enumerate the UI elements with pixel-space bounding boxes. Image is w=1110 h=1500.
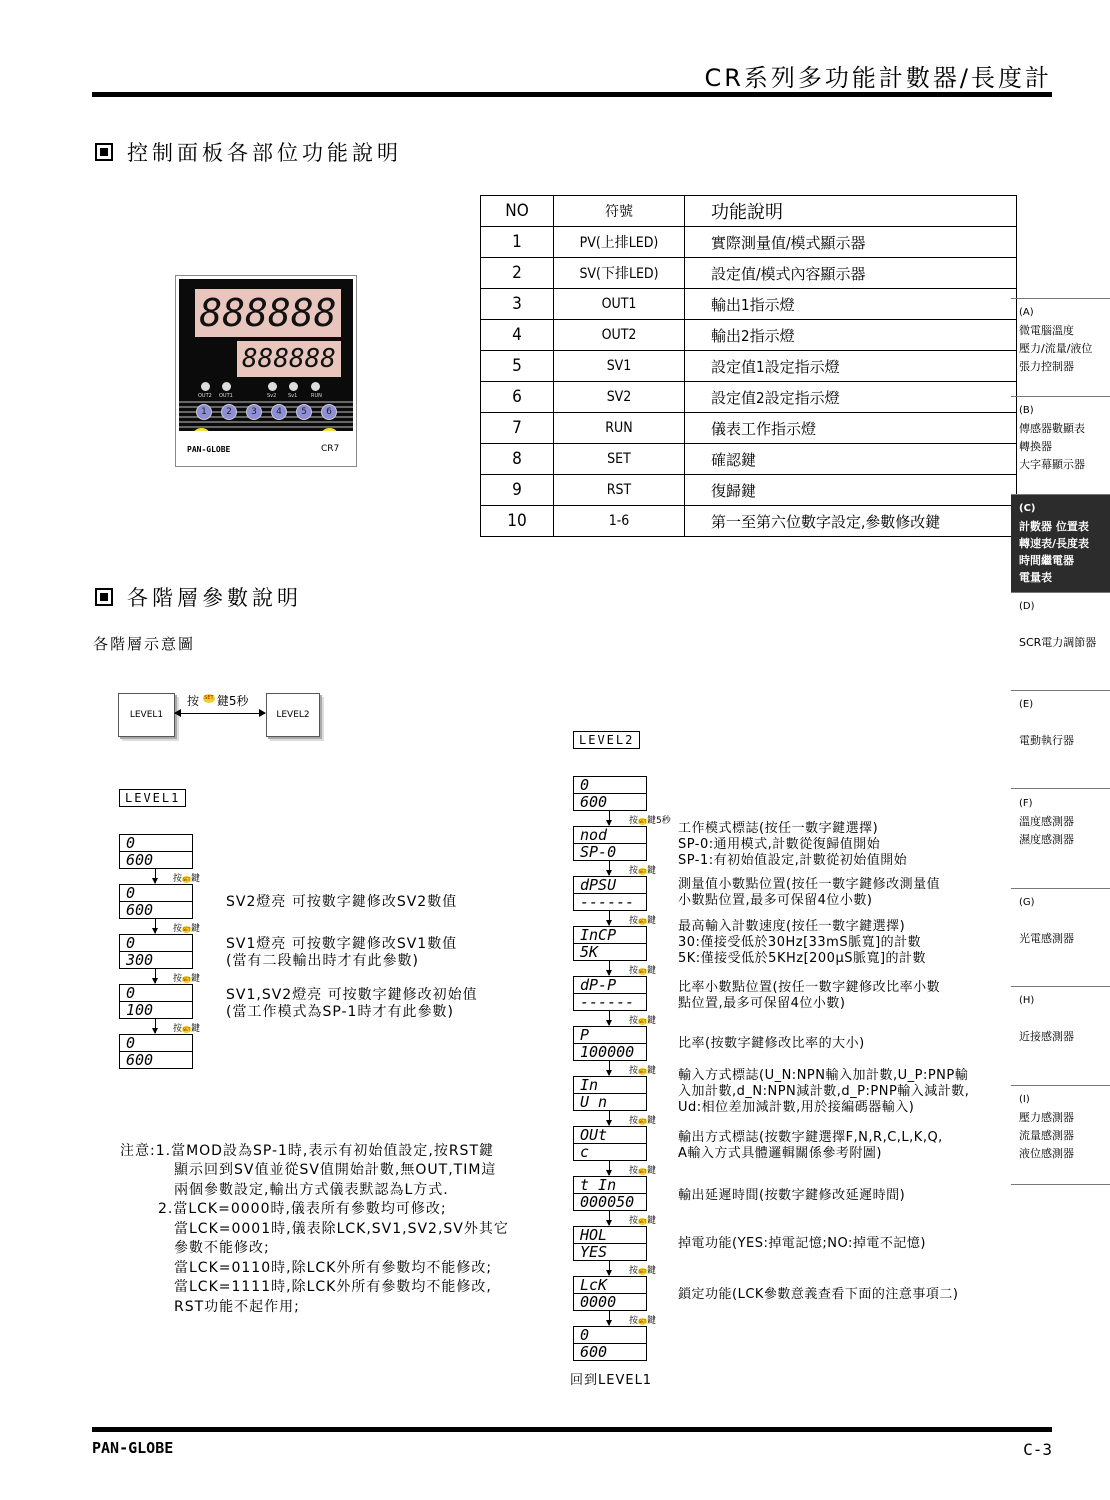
level2-desc-speed: 最高輸入計數速度(按任一數字鍵選擇) 30:僅接受低於30Hz[33mS脈寬]的計數 5K:僅接受低於5KHz[200μS脈寬]的計數 (678, 919, 927, 966)
level1-display-1: 0 600 (119, 834, 193, 869)
note-line: 兩個參數設定,輸出方式儀表默認為L方式. (174, 1182, 449, 1198)
level2-display-10: HOL YES (573, 1226, 647, 1261)
out1-led-label: OUT1 (219, 393, 233, 399)
bidirectional-arrow-icon (175, 713, 265, 714)
press-set-hint: 按SET鍵 (629, 1016, 657, 1026)
level1-display-2: 0 600 (119, 884, 193, 919)
level1-display-3: 0 300 (119, 934, 193, 969)
level2-desc-input: 輸入方式標誌(U_N:NPN輸入加計數,U_P:PNP輸 入加計數,d_N:NPN減計數,d_P:PNP輸入減計數, Ud:相位差加減計數,用於接編碼器輸入) (678, 1068, 970, 1115)
level1-display-5: 0 600 (119, 1034, 193, 1069)
level2-display-11: LcK 0000 (573, 1276, 647, 1311)
set-key-icon: SET (638, 919, 647, 924)
press-set-hint: 按SET鍵 (629, 966, 657, 976)
set-key-icon: SET (182, 1027, 191, 1032)
down-arrow-icon (155, 919, 156, 933)
cr7-device-illustration (175, 275, 357, 467)
level1-desc-initial: SV1,SV2燈亮 可按數字鍵修改初始值 (226, 987, 478, 1003)
set-key-icon: SET (638, 969, 647, 974)
sidebar-item-b[interactable]: (B) 傳感器數顯表 轉換器 大字幕顯示器 (1011, 396, 1110, 494)
level1-tag: LEVEL1 (119, 789, 186, 807)
header-rule (92, 92, 1052, 97)
back-to-level1-label: 回到LEVEL1 (570, 1373, 653, 1388)
down-arrow-icon (155, 869, 156, 883)
function-table (480, 195, 1017, 537)
set-key-icon: SET (638, 1019, 647, 1024)
set-key-icon: SET (182, 927, 191, 932)
level1-box: LEVEL1 (118, 693, 175, 737)
footer-rule (92, 1427, 1052, 1432)
square-bullet-icon (95, 143, 113, 161)
press-set-hint: 按SET鍵 (629, 1066, 657, 1076)
press-set-hint: 按SET鍵 (173, 1024, 201, 1034)
press-set-hint: 按SET鍵 (629, 1316, 657, 1326)
note-line: 注意:1.當MOD設為SP-1時,表示有初始值設定,按RST鍵 (120, 1143, 494, 1159)
level2-display-6: P 100000 (573, 1026, 647, 1061)
set-key-icon: SET (638, 1319, 647, 1324)
sidebar-item-h[interactable]: (H) 近接感測器 (1011, 986, 1110, 1085)
set-key-icon: SET (204, 695, 214, 701)
table-row: 5 SV1 設定值1設定指示燈 (481, 351, 1017, 382)
device-brand-logo: PAN-GLOBE (187, 445, 231, 454)
document-title: CR系列多功能計數器/長度計 (704, 64, 1052, 92)
sidebar-item-c[interactable]: (C) 計數器 位置表 轉速表/長度表 時間繼電器 電量表 (1011, 494, 1110, 592)
table-row: 2 SV(下排LED) 設定值/模式內容顯示器 (481, 258, 1017, 289)
level2-desc-power-off: 掉電功能(YES:掉電記憶;NO:掉電不記憶) (678, 1236, 926, 1251)
table-row: 3 OUT1 輸出1指示燈 (481, 289, 1017, 320)
sv-display: 888888 (237, 341, 341, 377)
set-key-icon: SET (182, 977, 191, 982)
press-set-hint: 按SET鍵 (629, 916, 657, 926)
out2-led-label: OUT2 (198, 393, 212, 399)
square-bullet-icon (95, 588, 113, 606)
level1-display-4: 0 100 (119, 984, 193, 1019)
note-line: 當LCK=1111時,除LCK外所有參數均不能修改, (174, 1279, 492, 1295)
note-line: 2.當LCK=0000時,儀表所有參數均可修改; (158, 1201, 447, 1217)
section-heading-levels: 各階層參數說明 (95, 582, 302, 612)
table-header-row (481, 196, 1017, 227)
level2-desc-lock: 鎖定功能(LCK參數意義查看下面的注意事項二) (678, 1287, 959, 1302)
level2-display-4: InCP 5K (573, 926, 647, 961)
level2-display-7: In U_n (573, 1076, 647, 1111)
set-key-icon: SET (638, 819, 647, 824)
press-set-hint: 按SET鍵 (173, 874, 201, 884)
down-arrow-icon (155, 1019, 156, 1033)
level2-display-9: t In 000050 (573, 1176, 647, 1211)
run-led-icon (311, 382, 320, 391)
digit-key-6[interactable]: 6 (321, 404, 337, 420)
press-set-hint: 按SET鍵 (629, 866, 657, 876)
level1-desc-sv1: SV1燈亮 可按數字鍵修改SV1數值 (226, 936, 458, 952)
sv1-led-label: Sv1 (288, 393, 298, 399)
sidebar-item-i[interactable]: (I) 壓力感測器 流量感測器 液位感測器 (1011, 1085, 1110, 1185)
press-set-hint: 按SET鍵 (173, 924, 201, 934)
table-header-symbol: 符號 (554, 196, 685, 227)
press-set-hint: 按SET鍵 (629, 1166, 657, 1176)
set-key-icon: SET (182, 877, 191, 882)
level-switch-instruction: 按 SET 鍵5秒 (187, 694, 249, 708)
level1-desc-sv1-note: (當有二段輸出時才有此參數) (226, 953, 419, 969)
level2-desc-ratio-decimal: 比率小數點位置(按任一數字鍵修改比率小數 點位置,最多可保留4位小數) (678, 980, 941, 1011)
level2-tag: LEVEL2 (573, 731, 640, 749)
press-set-hint: 按SET鍵 (629, 1116, 657, 1126)
set-key-icon: SET (638, 1219, 647, 1224)
section-heading-panel: 控制面板各部位功能說明 (95, 137, 402, 167)
device-model: CR7 (321, 444, 340, 454)
set-key-icon: SET (638, 1069, 647, 1074)
press-set-hint: 按SET鍵5秒 (629, 816, 671, 826)
sidebar-item-a[interactable]: (A) 微電腦溫度 壓力/流量/液位 張力控制器 (1011, 298, 1110, 396)
level2-display-1: 0 600 (573, 776, 647, 811)
digit-key-4[interactable]: 4 (271, 404, 287, 420)
note-line: 參數不能修改; (174, 1240, 270, 1256)
press-set-hint: 按SET鍵 (173, 974, 201, 984)
table-row: 9 RST 復歸鍵 (481, 475, 1017, 506)
table-row: 6 SV2 設定值2設定指示燈 (481, 382, 1017, 413)
run-led-label: RUN (311, 393, 322, 399)
sidebar-item-g[interactable]: (G) 光電感測器 (1011, 888, 1110, 986)
digit-key-1[interactable]: 1 (196, 404, 212, 420)
page-number: C-3 (1023, 1440, 1052, 1459)
set-key-icon: SET (638, 869, 647, 874)
set-key-icon: SET (638, 1119, 647, 1124)
note-line: 當LCK=0110時,除LCK外所有參數均不能修改; (174, 1260, 493, 1276)
pv-display: 888888 (195, 289, 341, 337)
table-row: 8 SET 確認鍵 (481, 444, 1017, 475)
sidebar-item-d[interactable]: (D) SCR電力調節器 (1011, 592, 1110, 690)
table-row: 1 PV(上排LED) 實際測量值/模式顯示器 (481, 227, 1017, 258)
digit-key-5[interactable]: 5 (296, 404, 312, 420)
level2-display-3: dPSU ------ (573, 876, 647, 911)
sv2-led-label: Sv2 (267, 393, 277, 399)
sv2-led-icon (268, 382, 277, 391)
down-arrow-icon (155, 969, 156, 983)
press-set-hint: 按SET鍵 (629, 1216, 657, 1226)
note-line: 當LCK=0001時,儀表除LCK,SV1,SV2,SV外其它 (174, 1221, 509, 1237)
level2-desc-decimal: 測量值小數點位置(按任一數字鍵修改測量值 小數點位置,最多可保留4位小數) (678, 877, 941, 908)
digit-key-2[interactable]: 2 (221, 404, 237, 420)
sidebar-item-e[interactable]: (E) 電動執行器 (1011, 690, 1110, 788)
level2-desc-delay: 輸出延遲時間(按數字鍵修改延遲時間) (678, 1188, 906, 1203)
level1-desc-initial-note: (當工作模式為SP-1時才有此參數) (226, 1004, 454, 1020)
level2-display-8: OUt c (573, 1126, 647, 1161)
sidebar-item-f[interactable]: (F) 溫度感測器 濕度感測器 (1011, 788, 1110, 888)
level1-desc-sv2: SV2燈亮 可按數字鍵修改SV2數值 (226, 894, 458, 910)
set-key-icon: SET (638, 1169, 647, 1174)
level-diagram-caption: 各階層示意圖 (93, 635, 196, 653)
level2-desc-output: 輸出方式標誌(按數字鍵選擇F,N,R,C,L,K,Q, A輸入方式具體邏輯關係參考附圖) (678, 1130, 943, 1161)
press-set-hint: 按SET鍵 (629, 1266, 657, 1276)
level2-desc-mode: 工作模式標誌(按任一數字鍵選擇) SP-0:通用模式,計數從復歸值開始 SP-1:有初始值設定,計數從初始值開始 (678, 821, 908, 868)
table-row: 10 1-6 第一至第六位數字設定,參數修改鍵 (481, 506, 1017, 537)
out1-led-icon (222, 382, 231, 391)
note-line: RST功能不起作用; (174, 1299, 300, 1315)
level2-display-2: nod SP-0 (573, 826, 647, 861)
level2-display-5: dP-P ------ (573, 976, 647, 1011)
table-header-description: 功能說明 (685, 196, 1017, 227)
level2-box: LEVEL2 (266, 693, 320, 737)
table-header-no: NO (481, 196, 554, 227)
digit-key-3[interactable]: 3 (246, 404, 262, 420)
level2-desc-ratio: 比率(按數字鍵修改比率的大小) (678, 1036, 865, 1051)
out2-led-icon (201, 382, 210, 391)
level2-display-12: 0 600 (573, 1326, 647, 1361)
note-line: 顯示回到SV值並從SV值開始計數,無OUT,TIM這 (174, 1162, 497, 1178)
brand-logo: PAN-GLOBE (92, 1439, 174, 1457)
table-row: 7 RUN 儀表工作指示燈 (481, 413, 1017, 444)
sv1-led-icon (289, 382, 298, 391)
set-key-icon: SET (638, 1269, 647, 1274)
table-row: 4 OUT2 輸出2指示燈 (481, 320, 1017, 351)
